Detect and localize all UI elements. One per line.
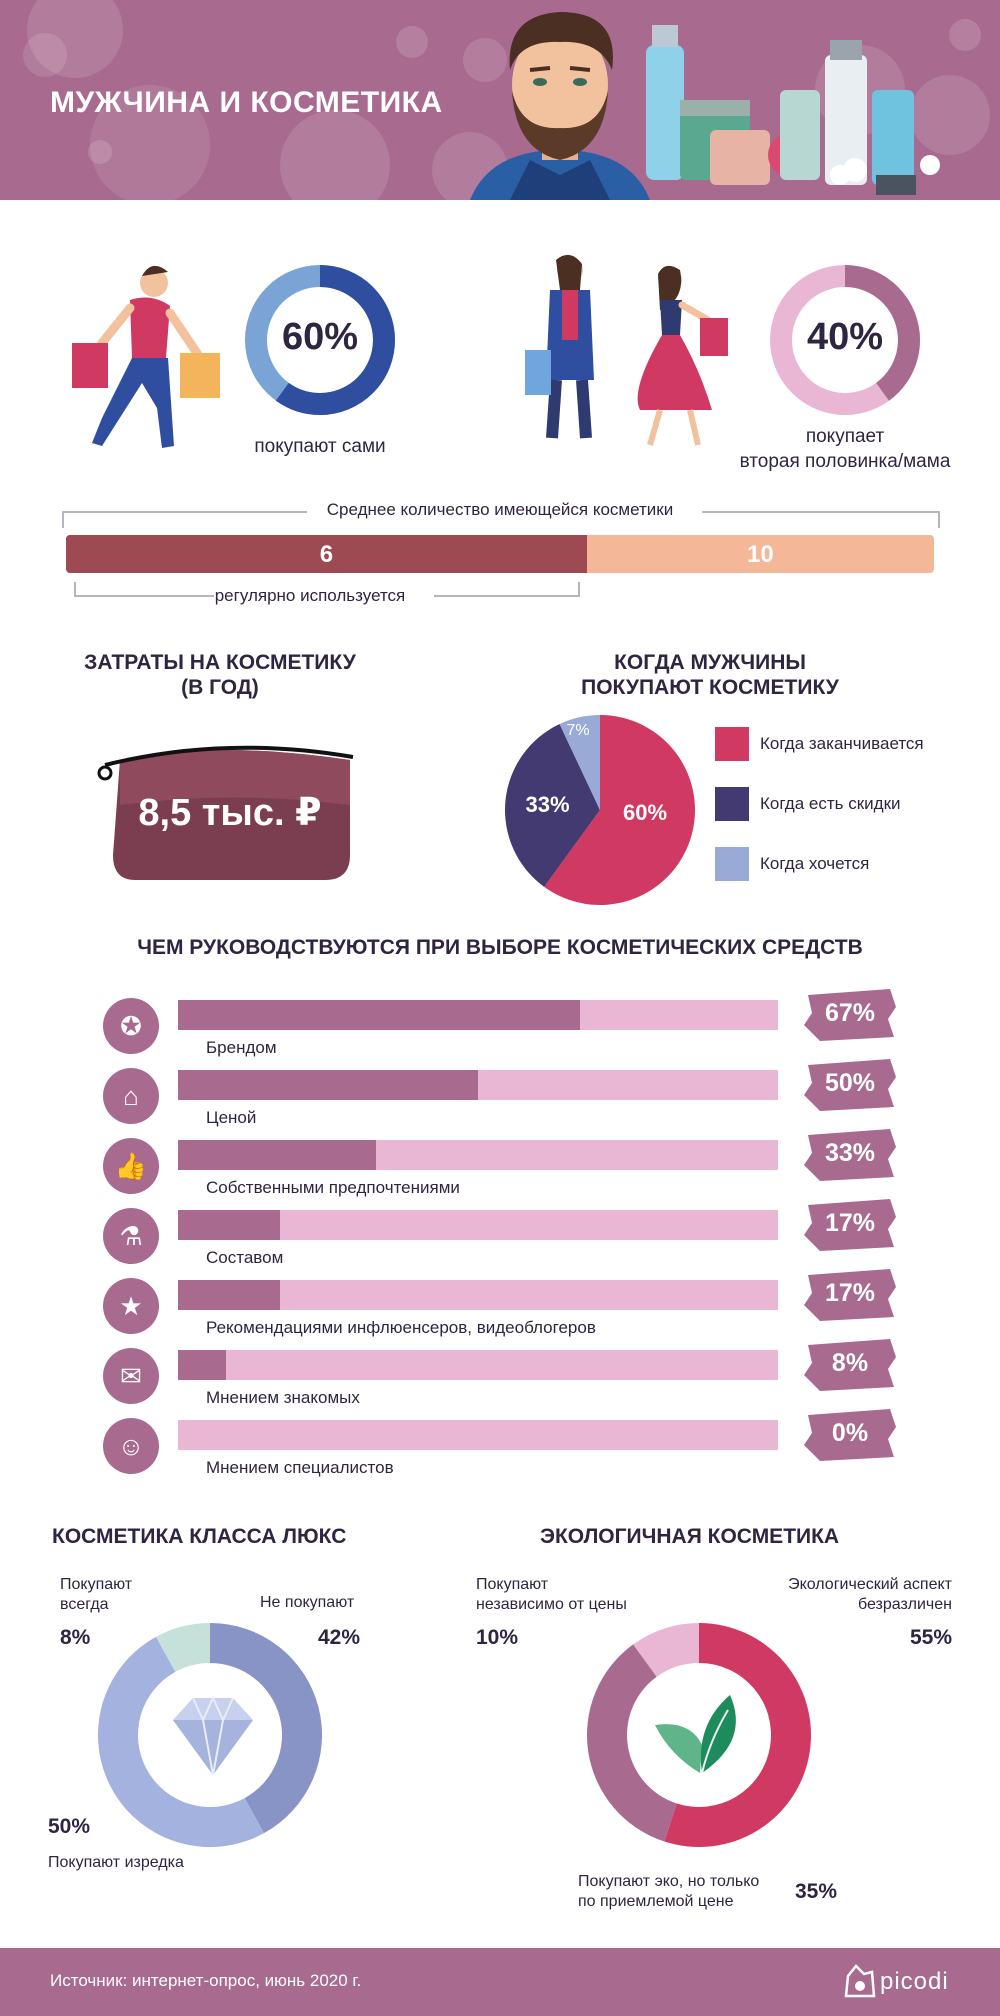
diamond-icon bbox=[158, 1690, 268, 1780]
amount-top-label: Среднее количество имеющейся косметики bbox=[326, 500, 674, 519]
spending-title bbox=[80, 650, 360, 700]
specialist-icon: ☺ bbox=[103, 1418, 159, 1474]
man-portrait-illustration bbox=[460, 0, 660, 200]
price-tag-icon: ⌂ bbox=[103, 1068, 159, 1124]
choice-bar-track bbox=[178, 1420, 778, 1450]
flask-icon: ⚗ bbox=[103, 1208, 159, 1264]
eco-price-value: 35% bbox=[795, 1880, 838, 1903]
choice-value: 17% bbox=[824, 1209, 876, 1237]
eco-indiff-line2: безразличен bbox=[858, 1596, 952, 1613]
amount-bottom-label: регулярно используется bbox=[214, 586, 406, 605]
eco-price-line2: по приемлемой цене bbox=[578, 1893, 734, 1910]
self-buy-caption: покупают сами bbox=[254, 436, 386, 457]
footer bbox=[0, 1948, 1000, 2016]
self-buy-value: 60% bbox=[281, 316, 359, 358]
choice-bar-fill bbox=[178, 1070, 478, 1100]
page-title: МУЖЧИНА И КОСМЕТИКА bbox=[50, 86, 443, 119]
choice-label: Мнением знакомых bbox=[206, 1388, 360, 1407]
chat-bubble-icon: ✉ bbox=[103, 1348, 159, 1404]
choice-bar-fill bbox=[178, 1280, 280, 1310]
when-buy-title bbox=[540, 650, 880, 700]
eco-indiff-label bbox=[700, 1575, 952, 1615]
spending-title-line1: ЗАТРАТЫ НА КОСМЕТИКУ bbox=[84, 651, 356, 674]
choice-bar-fill bbox=[178, 1140, 376, 1170]
partner-buy-value: 40% bbox=[806, 316, 884, 358]
man-shopping-illustration bbox=[62, 258, 202, 458]
source-text: Источник: интернет-опрос, июнь 2020 г. bbox=[50, 1971, 362, 1990]
eco-price-label bbox=[578, 1872, 759, 1912]
eco-any-line1: Покупают bbox=[476, 1576, 549, 1593]
choice-title: ЧЕМ РУКОВОДСТВУЮТСЯ ПРИ ВЫБОРЕ КОСМЕТИЧЕСКИХ СРЕДСТВ bbox=[137, 936, 863, 959]
legend-swatch-discount bbox=[715, 787, 749, 821]
choice-label: Брендом bbox=[206, 1038, 277, 1057]
luxury-title: КОСМЕТИКА КЛАССА ЛЮКС bbox=[52, 1525, 347, 1548]
choice-label: Ценой bbox=[206, 1108, 257, 1127]
luxury-always-line1: Покупают bbox=[60, 1576, 133, 1593]
choice-label: Собственными предпочтениями bbox=[206, 1178, 460, 1197]
legend-swatch-want bbox=[715, 847, 749, 881]
cosmetics-illustration bbox=[640, 0, 980, 200]
luxury-never-label: Не покупают bbox=[260, 1594, 355, 1611]
choice-value: 8% bbox=[831, 1349, 869, 1377]
leaf-icon bbox=[650, 1685, 750, 1785]
legend-swatch-ends bbox=[715, 727, 749, 761]
partner-buy-caption-line1: покупает bbox=[805, 426, 885, 447]
legend-label-discount: Когда есть скидки bbox=[760, 794, 901, 813]
luxury-always-label bbox=[60, 1575, 132, 1615]
eco-indiff-line1: Экологический аспект bbox=[788, 1576, 952, 1593]
legend-label-want: Когда хочется bbox=[760, 854, 870, 873]
header-banner bbox=[0, 0, 1000, 200]
eco-indiff-value: 55% bbox=[909, 1626, 952, 1649]
amount-total-value: 10 bbox=[747, 541, 774, 568]
partner-buy-caption bbox=[700, 424, 990, 474]
picodi-logo[interactable]: picodi bbox=[880, 1968, 949, 1995]
eco-any-line2: независимо от цены bbox=[476, 1596, 627, 1613]
choice-value: 33% bbox=[824, 1139, 876, 1167]
choice-label: Мнением специалистов bbox=[206, 1458, 394, 1477]
choice-value: 0% bbox=[831, 1419, 869, 1447]
luxury-rarely-label: Покупают изредка bbox=[48, 1854, 184, 1871]
luxury-never-value: 42% bbox=[318, 1626, 361, 1649]
star-bubble-icon: ★ bbox=[103, 1278, 159, 1334]
spending-value: 8,5 тыс. ₽ bbox=[138, 792, 322, 834]
choice-value: 50% bbox=[824, 1069, 876, 1097]
choice-bar-fill bbox=[178, 1000, 580, 1030]
luxury-rarely-value: 50% bbox=[48, 1815, 91, 1838]
luxury-always-line2: всегда bbox=[60, 1596, 109, 1613]
when-buy-title-line1: КОГДА МУЖЧИНЫ bbox=[614, 651, 806, 674]
legend-label-ends: Когда заканчивается bbox=[760, 734, 924, 753]
choice-value: 17% bbox=[824, 1279, 876, 1307]
choice-label: Рекомендациями инфлюенсеров, видеоблогеров bbox=[206, 1318, 596, 1337]
eco-price-line1: Покупают эко, но только bbox=[578, 1873, 760, 1890]
eco-title: ЭКОЛОГИЧНАЯ КОСМЕТИКА bbox=[540, 1525, 840, 1548]
choice-value: 67% bbox=[824, 999, 876, 1027]
when-buy-title-line2: ПОКУПАЮТ КОСМЕТИКУ bbox=[581, 676, 839, 699]
thumbs-up-icon: 👍 bbox=[103, 1138, 159, 1194]
eco-any-label bbox=[476, 1575, 627, 1615]
choice-bar-fill bbox=[178, 1210, 280, 1240]
picodi-logo-icon bbox=[840, 1962, 880, 2002]
badge-icon: ✪ bbox=[103, 998, 159, 1054]
pie-label-ends: 60% bbox=[622, 800, 668, 825]
pie-label-discount: 33% bbox=[525, 792, 570, 817]
choice-label: Составом bbox=[206, 1248, 284, 1267]
partner-buy-caption-line2: вторая половинка/мама bbox=[739, 451, 951, 472]
pie-label-want: 7% bbox=[566, 722, 590, 739]
woman-standing-illustration bbox=[520, 250, 620, 450]
choice-bar-fill bbox=[178, 1350, 226, 1380]
spending-title-line2: (В ГОД) bbox=[181, 676, 259, 699]
amount-used-value: 6 bbox=[319, 541, 334, 568]
luxury-always-value: 8% bbox=[60, 1626, 91, 1649]
eco-any-value: 10% bbox=[476, 1626, 519, 1649]
choice-bar-track bbox=[178, 1350, 778, 1380]
